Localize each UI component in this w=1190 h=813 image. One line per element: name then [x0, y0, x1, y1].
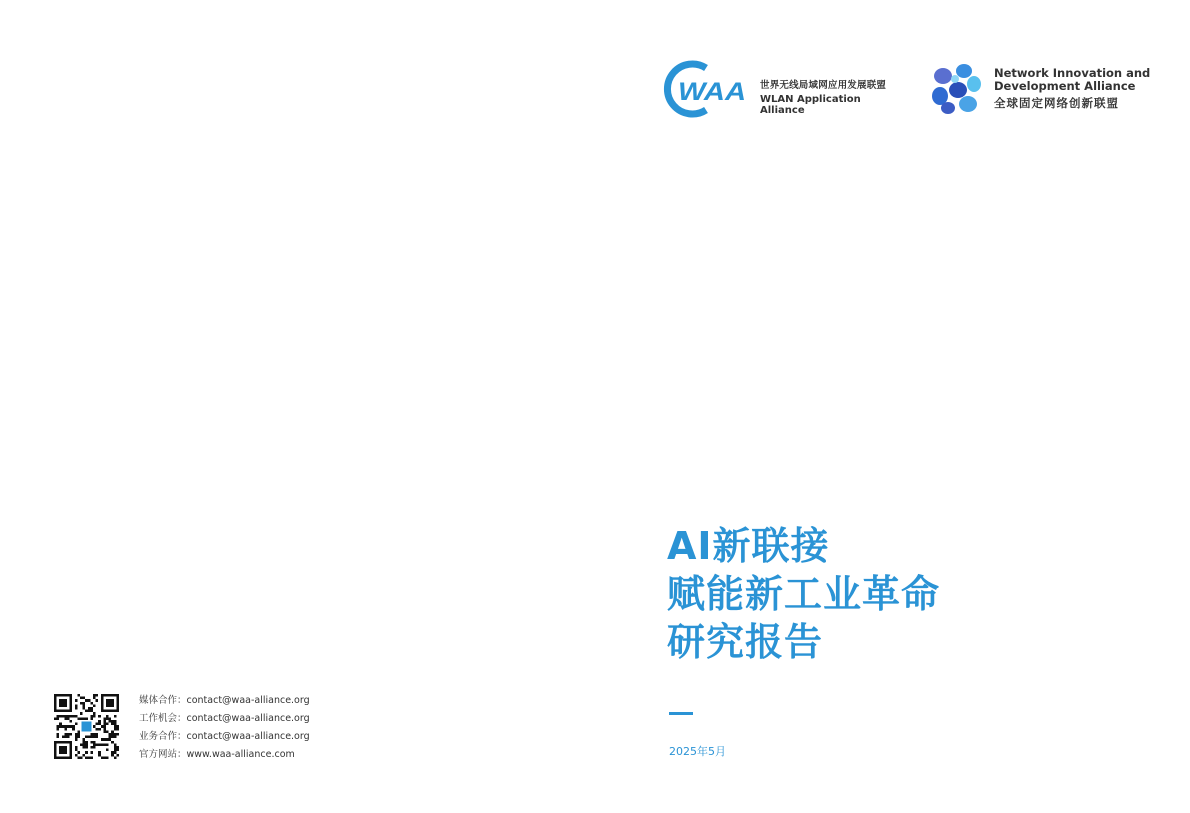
waa-logo-mark-text: WAA	[678, 78, 746, 106]
contact-media: 媒体合作：contact@waa-alliance.org	[139, 695, 310, 706]
nida-molecule-icon	[928, 62, 988, 116]
nida-logo	[928, 62, 1158, 118]
title-line-2: 赋能新工业革命	[667, 572, 941, 616]
contact-website[interactable]: 官方网站：www.waa-alliance.com	[139, 749, 295, 760]
contact-business: 业务合作：contact@waa-alliance.org	[139, 731, 310, 742]
title-divider	[669, 712, 693, 715]
contact-list	[139, 692, 310, 764]
title-line-1: AI新联接	[667, 524, 830, 568]
nida-name-cn: 全球固定网络创新联盟	[994, 96, 1119, 110]
title-line-3: 研究报告	[667, 620, 824, 664]
waa-name-cn: 世界无线局域网应用发展联盟	[760, 80, 887, 91]
nida-name-en-line2: Development Alliance	[994, 79, 1136, 93]
qr-code-icon[interactable]	[54, 694, 119, 759]
waa-logo	[660, 60, 900, 120]
report-title	[667, 522, 940, 666]
publish-date: 2025年5月	[669, 745, 726, 758]
waa-logo-mark-icon	[660, 60, 750, 118]
contact-jobs: 工作机会：contact@waa-alliance.org	[139, 713, 310, 724]
nida-name-en-line1: Network Innovation and	[994, 66, 1151, 80]
waa-name-en: WLAN Application Alliance	[760, 94, 861, 116]
